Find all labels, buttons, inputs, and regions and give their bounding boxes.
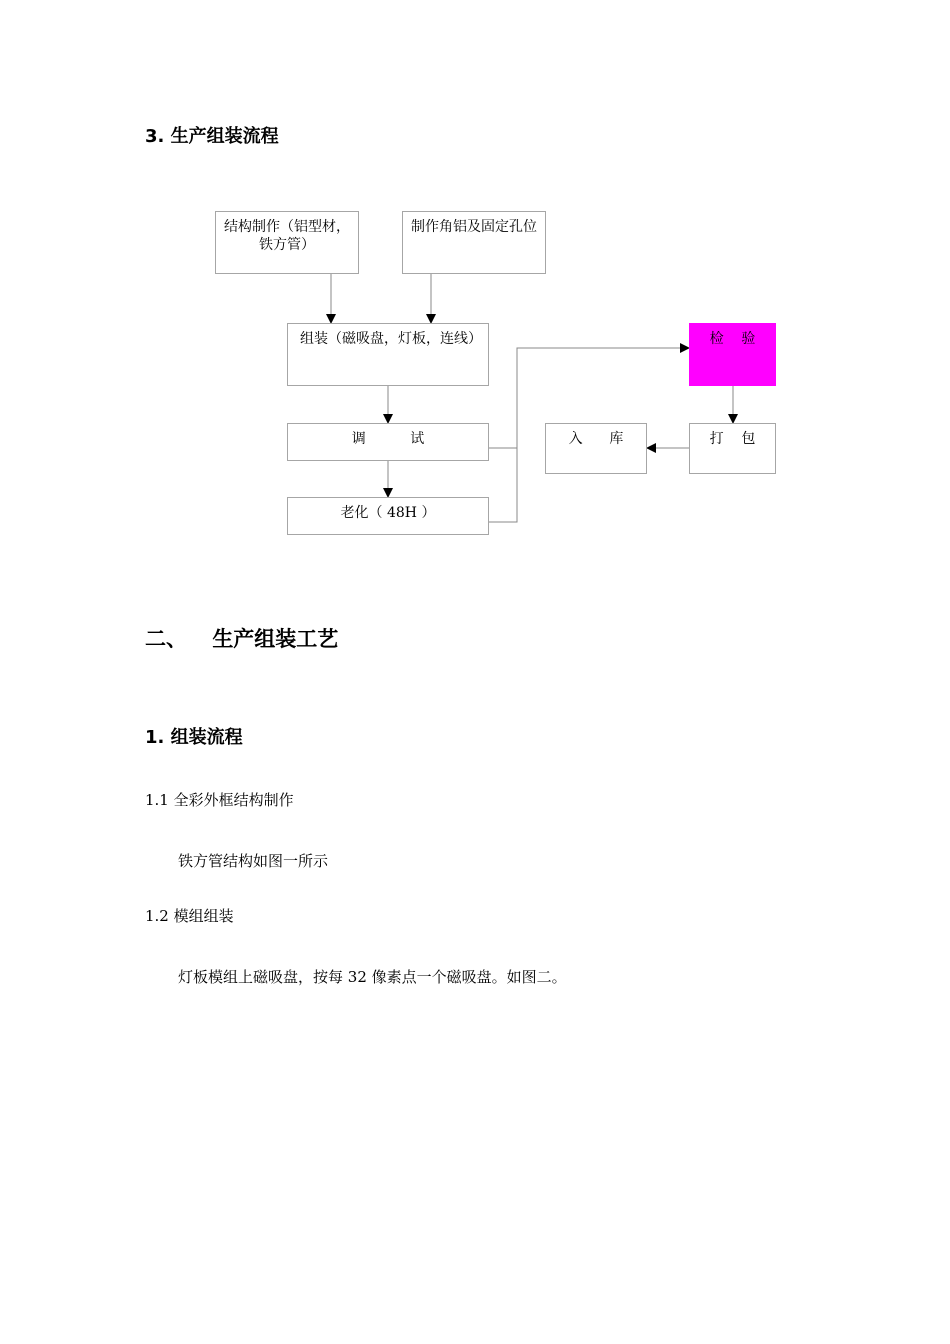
chapter-title: 生产组装工艺 xyxy=(212,627,339,651)
node-aging-label: 老化（ 48H ） xyxy=(340,505,436,521)
subsection-heading: 1. 组装流程 xyxy=(145,727,243,748)
node-corner xyxy=(402,211,546,274)
node-debug xyxy=(287,423,489,461)
node-aging xyxy=(287,497,489,535)
item-2-title: 1.2 模组组装 xyxy=(145,907,234,925)
node-inspect xyxy=(689,323,776,386)
chapter-number: 二、 xyxy=(145,627,187,651)
node-inspect-label: 检 验 xyxy=(709,331,756,347)
chapter-heading xyxy=(145,626,338,652)
node-store-label: 入 库 xyxy=(568,431,624,447)
node-pack-label: 打 包 xyxy=(709,431,756,447)
node-debug-label: 调 试 xyxy=(351,431,425,447)
item-1-title: 1.1 全彩外框结构制作 xyxy=(145,791,294,809)
node-structure xyxy=(215,211,359,274)
node-assembly xyxy=(287,323,489,386)
node-pack xyxy=(689,423,776,474)
node-corner-label: 制作角铝及固定孔位 xyxy=(411,219,537,235)
node-assembly-label: 组装（磁吸盘，灯板，连线） xyxy=(300,331,482,347)
item-2-desc: 灯板模组上磁吸盘，按每 32 像素点一个磁吸盘。如图二。 xyxy=(178,968,567,986)
node-structure-label: 结构制作（铝型材，铁方管） xyxy=(224,219,350,253)
node-store xyxy=(545,423,647,474)
section-heading: 3. 生产组装流程 xyxy=(145,126,279,147)
item-1-desc: 铁方管结构如图一所示 xyxy=(178,852,329,870)
